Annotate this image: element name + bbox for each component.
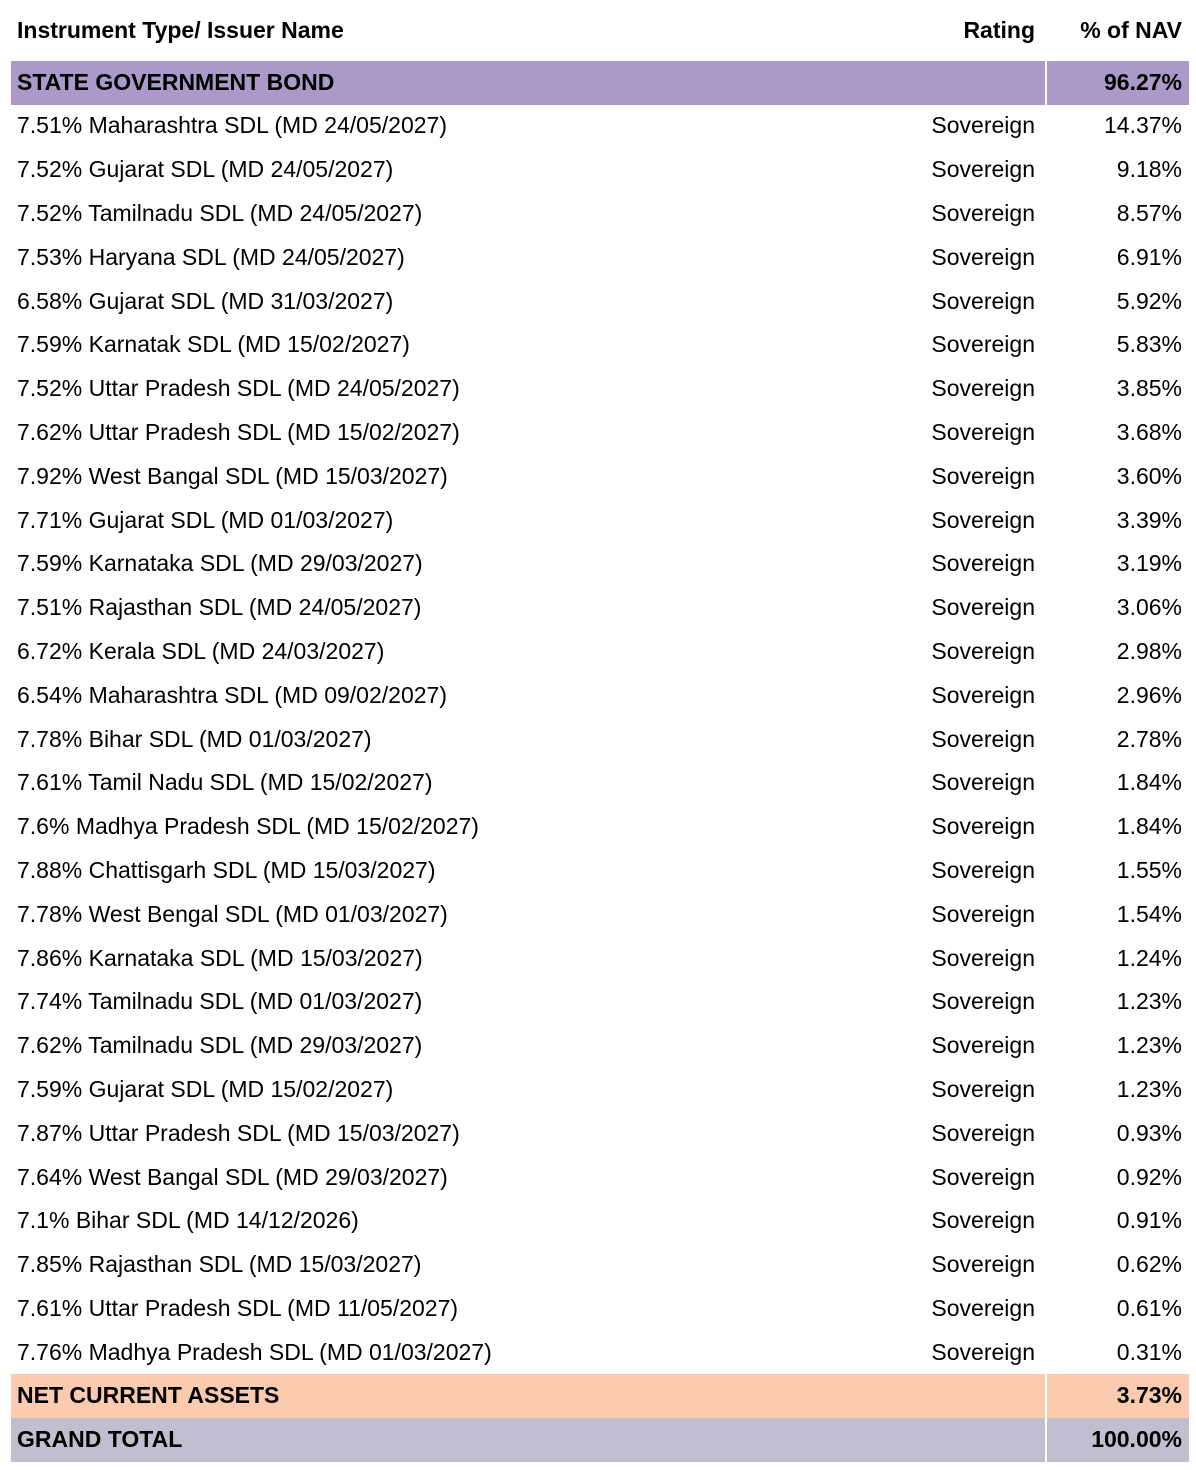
table-row [11, 192, 1189, 236]
net-current-assets-label: NET CURRENT ASSETS [17, 1382, 280, 1409]
nav-percent: 2.78% [1116, 725, 1182, 752]
table-row [11, 849, 1189, 893]
nav-percent: 1.55% [1116, 856, 1182, 883]
rating-value: Sovereign [931, 1163, 1035, 1190]
nav-percent: 0.92% [1116, 1163, 1182, 1190]
table-row [11, 1330, 1189, 1374]
instrument-name: 7.92% West Bangal SDL (MD 15/03/2027) [17, 462, 448, 489]
instrument-name: 7.78% West Bengal SDL (MD 01/03/2027) [17, 900, 448, 927]
nav-percent: 1.54% [1116, 900, 1182, 927]
table-row [11, 323, 1189, 367]
rating-value: Sovereign [931, 856, 1035, 883]
table-row [11, 498, 1189, 542]
grand-total-row [11, 1418, 1189, 1462]
nav-percent: 3.85% [1116, 375, 1182, 402]
instrument-name: 7.74% Tamilnadu SDL (MD 01/03/2027) [17, 988, 423, 1015]
table-row [11, 235, 1189, 279]
table-row [11, 1199, 1189, 1243]
rating-value: Sovereign [931, 418, 1035, 445]
instrument-name: 7.71% Gujarat SDL (MD 01/03/2027) [17, 506, 394, 533]
table-row [11, 586, 1189, 630]
instrument-name: 6.54% Maharashtra SDL (MD 09/02/2027) [17, 681, 447, 708]
table-row [11, 454, 1189, 498]
nav-percent: 3.39% [1116, 506, 1182, 533]
instrument-name: 7.59% Karnataka SDL (MD 29/03/2027) [17, 550, 423, 577]
rating-value: Sovereign [931, 1251, 1035, 1278]
table-row [11, 673, 1189, 717]
nav-percent: 0.62% [1116, 1251, 1182, 1278]
rating-value: Sovereign [931, 506, 1035, 533]
table-header [11, 9, 1189, 53]
table-row [11, 805, 1189, 849]
grand-total-label: GRAND TOTAL [17, 1426, 183, 1453]
rating-value: Sovereign [931, 944, 1035, 971]
rating-value: Sovereign [931, 1075, 1035, 1102]
table-row [11, 1111, 1189, 1155]
rating-value: Sovereign [931, 550, 1035, 577]
net-current-assets-nav: 3.73% [1045, 1374, 1189, 1418]
table-row [11, 411, 1189, 455]
nav-percent: 0.91% [1116, 1207, 1182, 1234]
nav-percent: 9.18% [1116, 156, 1182, 183]
instrument-column-header: Instrument Type/ Issuer Name [17, 17, 344, 44]
instrument-name: 7.62% Uttar Pradesh SDL (MD 15/02/2027) [17, 418, 460, 445]
section-nav: 96.27% [1045, 61, 1189, 105]
nav-percent: 1.24% [1116, 944, 1182, 971]
instrument-name: 7.85% Rajasthan SDL (MD 15/03/2027) [17, 1251, 422, 1278]
rating-value: Sovereign [931, 1119, 1035, 1146]
table-row [11, 717, 1189, 761]
table-row [11, 367, 1189, 411]
nav-percent: 1.84% [1116, 813, 1182, 840]
instrument-name: 7.52% Uttar Pradesh SDL (MD 24/05/2027) [17, 375, 460, 402]
rating-value: Sovereign [931, 462, 1035, 489]
table-row [11, 1155, 1189, 1199]
rating-value: Sovereign [931, 1207, 1035, 1234]
nav-percent: 1.23% [1116, 988, 1182, 1015]
instrument-name: 6.72% Kerala SDL (MD 24/03/2027) [17, 637, 385, 664]
nav-percent: 5.92% [1116, 287, 1182, 314]
grand-total-nav: 100.00% [1045, 1418, 1189, 1462]
rating-value: Sovereign [931, 1294, 1035, 1321]
instrument-name: 7.51% Rajasthan SDL (MD 24/05/2027) [17, 594, 422, 621]
instrument-name: 7.59% Gujarat SDL (MD 15/02/2027) [17, 1075, 394, 1102]
rating-value: Sovereign [931, 243, 1035, 270]
nav-percent: 2.98% [1116, 637, 1182, 664]
rating-value: Sovereign [931, 769, 1035, 796]
table-row [11, 936, 1189, 980]
rating-value: Sovereign [931, 1032, 1035, 1059]
rating-value: Sovereign [931, 725, 1035, 752]
instrument-name: 7.64% West Bangal SDL (MD 29/03/2027) [17, 1163, 448, 1190]
table-row [11, 104, 1189, 148]
instrument-name: 7.1% Bihar SDL (MD 14/12/2026) [17, 1207, 359, 1234]
table-row [11, 542, 1189, 586]
rating-value: Sovereign [931, 287, 1035, 314]
table-row [11, 1287, 1189, 1331]
nav-percent: 2.96% [1116, 681, 1182, 708]
nav-percent: 6.91% [1116, 243, 1182, 270]
instrument-name: 7.61% Tamil Nadu SDL (MD 15/02/2027) [17, 769, 433, 796]
rating-value: Sovereign [931, 199, 1035, 226]
section-label: STATE GOVERNMENT BOND [17, 69, 335, 96]
section-row-state-government-bond [11, 61, 1189, 105]
instrument-name: 6.58% Gujarat SDL (MD 31/03/2027) [17, 287, 394, 314]
net-current-assets-row [11, 1374, 1189, 1418]
rating-value: Sovereign [931, 594, 1035, 621]
rating-value: Sovereign [931, 681, 1035, 708]
nav-percent: 1.23% [1116, 1032, 1182, 1059]
nav-column-header: % of NAV [1080, 17, 1182, 44]
table-row [11, 761, 1189, 805]
table-row [11, 980, 1189, 1024]
nav-percent: 1.23% [1116, 1075, 1182, 1102]
nav-percent: 0.31% [1116, 1338, 1182, 1365]
instrument-name: 7.76% Madhya Pradesh SDL (MD 01/03/2027) [17, 1338, 492, 1365]
rating-value: Sovereign [931, 988, 1035, 1015]
table-row [11, 148, 1189, 192]
nav-percent: 0.93% [1116, 1119, 1182, 1146]
nav-percent: 0.61% [1116, 1294, 1182, 1321]
table-row [11, 630, 1189, 674]
rating-value: Sovereign [931, 331, 1035, 358]
instrument-name: 7.87% Uttar Pradesh SDL (MD 15/03/2027) [17, 1119, 460, 1146]
rating-value: Sovereign [931, 637, 1035, 664]
rating-value: Sovereign [931, 112, 1035, 139]
instrument-name: 7.62% Tamilnadu SDL (MD 29/03/2027) [17, 1032, 423, 1059]
table-row [11, 1068, 1189, 1112]
instrument-name: 7.61% Uttar Pradesh SDL (MD 11/05/2027) [17, 1294, 459, 1321]
nav-percent: 8.57% [1116, 199, 1182, 226]
table-row [11, 1243, 1189, 1287]
table-row [11, 279, 1189, 323]
instrument-name: 7.53% Haryana SDL (MD 24/05/2027) [17, 243, 405, 270]
instrument-name: 7.59% Karnatak SDL (MD 15/02/2027) [17, 331, 410, 358]
table-row [11, 1024, 1189, 1068]
rating-value: Sovereign [931, 1338, 1035, 1365]
rating-value: Sovereign [931, 375, 1035, 402]
nav-percent: 3.60% [1116, 462, 1182, 489]
nav-percent: 3.19% [1116, 550, 1182, 577]
nav-percent: 1.84% [1116, 769, 1182, 796]
instrument-name: 7.52% Gujarat SDL (MD 24/05/2027) [17, 156, 394, 183]
rating-value: Sovereign [931, 813, 1035, 840]
instrument-name: 7.78% Bihar SDL (MD 01/03/2027) [17, 725, 372, 752]
nav-percent: 14.37% [1103, 112, 1182, 139]
instrument-name: 7.88% Chattisgarh SDL (MD 15/03/2027) [17, 856, 436, 883]
rating-value: Sovereign [931, 900, 1035, 927]
instrument-name: 7.6% Madhya Pradesh SDL (MD 15/02/2027) [17, 813, 479, 840]
instrument-name: 7.86% Karnataka SDL (MD 15/03/2027) [17, 944, 423, 971]
nav-percent: 5.83% [1116, 331, 1182, 358]
rating-value: Sovereign [931, 156, 1035, 183]
rating-column-header: Rating [963, 17, 1035, 44]
instrument-name: 7.51% Maharashtra SDL (MD 24/05/2027) [17, 112, 447, 139]
nav-percent: 3.06% [1116, 594, 1182, 621]
instrument-name: 7.52% Tamilnadu SDL (MD 24/05/2027) [17, 199, 423, 226]
nav-percent: 3.68% [1116, 418, 1182, 445]
table-row [11, 892, 1189, 936]
